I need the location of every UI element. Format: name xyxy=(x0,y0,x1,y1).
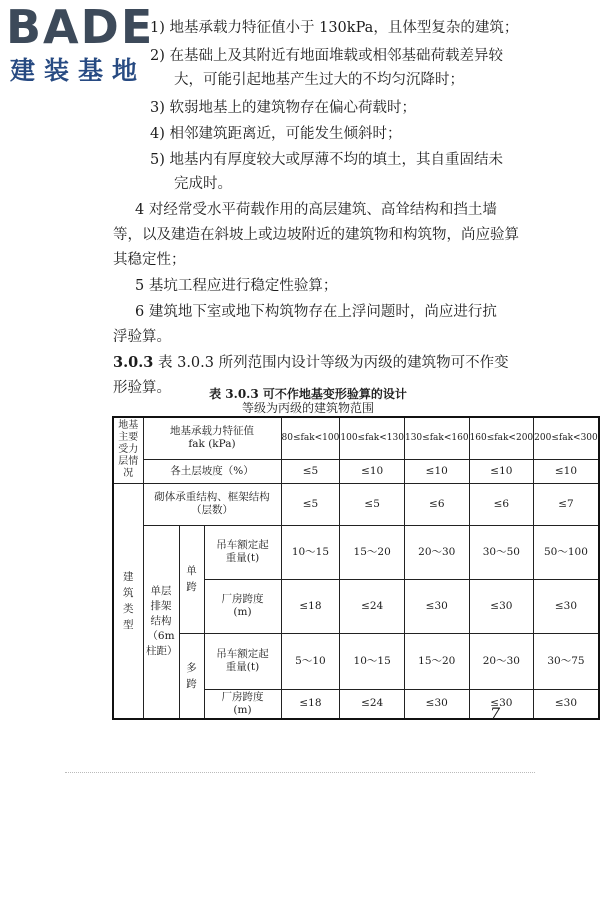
item-text: 相邻建筑距离近，可能发生倾斜时； xyxy=(169,126,402,142)
clause-number: 3.0.3 xyxy=(113,354,154,371)
table-caption: 表 3.0.3 可不作地基变形验算的设计 xyxy=(209,387,407,401)
paragraph-4-line: 等，以及建造在斜坡上或边坡附近的建筑物和构筑物，尚应验算 xyxy=(113,227,519,243)
logo-wordmark: BADE xyxy=(6,0,155,54)
single-span-value: ≤24 xyxy=(340,579,405,633)
bearing-unit: fak (kPa) xyxy=(188,438,236,451)
bearing-range: 80≤fak<100 xyxy=(281,417,340,459)
multi-crane-value: 15～20 xyxy=(404,633,469,689)
multi-crane-value: 5～10 xyxy=(281,633,340,689)
list-item-continued xyxy=(174,70,464,90)
masonry-value: ≤6 xyxy=(469,483,534,525)
bearing-range: 100≤fak<130 xyxy=(340,417,405,459)
single-crane-value: 15～20 xyxy=(340,525,405,579)
paragraph-6-line: 6 建筑地下室或地下构筑物存在上浮问题时，尚应进行抗 xyxy=(135,304,497,320)
masonry-value: ≤5 xyxy=(281,483,340,525)
paragraph-4-line: 其稳定性； xyxy=(113,252,186,268)
masonry-value: ≤6 xyxy=(404,483,469,525)
span-label: 厂房跨度(m) xyxy=(204,579,281,633)
item-text: 软弱地基上的建筑物存在偏心荷载时； xyxy=(169,100,416,116)
crane-label: 吊车额定起重量(t) xyxy=(204,633,281,689)
bearing-label: 地基承载力特征值 xyxy=(170,425,254,438)
item-number: 5) xyxy=(150,152,165,168)
single-span-value: ≤30 xyxy=(404,579,469,633)
slope-value: ≤10 xyxy=(340,459,405,483)
item-number: 3) xyxy=(150,100,165,116)
bearing-range: 200≤fak<300 xyxy=(534,417,599,459)
single-crane-value: 30～50 xyxy=(469,525,534,579)
item-text: 地基承载力特征值小于 130kPa，且体型复杂的建筑； xyxy=(169,20,519,36)
single-span-header: 单跨 xyxy=(179,525,204,633)
table-3-0-3 xyxy=(112,416,600,720)
list-item xyxy=(150,18,518,38)
single-crane-value: 50～100 xyxy=(534,525,599,579)
item-number: 1) xyxy=(150,20,165,36)
list-item xyxy=(150,124,402,144)
multi-span-value: ≤30 xyxy=(404,689,469,719)
bearing-range: 160≤fak<200 xyxy=(469,417,534,459)
item-text: 地基内有厚度较大或厚薄不均的填土，其自重固结未 xyxy=(169,152,503,168)
slope-value: ≤10 xyxy=(469,459,534,483)
span-label: 厂房跨度(m) xyxy=(204,689,281,719)
bent-structure-header: 单层排架结构（6m柱距） xyxy=(143,525,179,719)
scan-divider xyxy=(65,772,535,773)
single-span-value: ≤18 xyxy=(281,579,340,633)
bearing-range: 130≤fak<160 xyxy=(404,417,469,459)
list-item xyxy=(150,98,416,118)
list-item xyxy=(150,46,503,66)
crane-label: 吊车额定起重量(t) xyxy=(204,525,281,579)
multi-span-value: ≤30 xyxy=(534,689,599,719)
multi-span-header: 多跨 xyxy=(179,633,204,719)
multi-span-value: ≤18 xyxy=(281,689,340,719)
page-number: 7 xyxy=(490,704,501,723)
logo-subtitle: 建装基地 xyxy=(10,56,147,85)
multi-crane-value: 10～15 xyxy=(340,633,405,689)
masonry-label: 砌体承重结构、框架结构（层数） xyxy=(143,483,281,525)
item-number: 4) xyxy=(150,126,165,142)
masonry-value: ≤7 xyxy=(534,483,599,525)
clause-text: 表 3.0.3 所列范围内设计等级为丙级的建筑物可不作变 xyxy=(157,355,509,371)
multi-span-value: ≤24 xyxy=(340,689,405,719)
list-item xyxy=(150,150,503,170)
single-span-value: ≤30 xyxy=(469,579,534,633)
item-text: 在基础上及其附近有地面堆载或相邻基础荷载差异较 xyxy=(169,48,503,64)
paragraph-6-line: 浮验算。 xyxy=(113,329,171,345)
list-item-continued xyxy=(174,174,232,194)
clause-text-continued: 形验算。 xyxy=(113,380,171,396)
row-header-subsoil: 地基主要受力层情况 xyxy=(113,417,143,483)
item-text: 完成时。 xyxy=(174,176,232,192)
single-crane-value: 10～15 xyxy=(281,525,340,579)
slope-value: ≤5 xyxy=(281,459,340,483)
multi-span-value: ≤30 xyxy=(469,689,534,719)
single-span-value: ≤30 xyxy=(534,579,599,633)
paragraph-5: 5 基坑工程应进行稳定性验算； xyxy=(135,278,338,294)
masonry-value: ≤5 xyxy=(340,483,405,525)
slope-value: ≤10 xyxy=(404,459,469,483)
multi-crane-value: 20～30 xyxy=(469,633,534,689)
multi-crane-value: 30～75 xyxy=(534,633,599,689)
slope-label: 各土层坡度（%） xyxy=(143,459,281,483)
clause-3-0-3 xyxy=(113,353,509,373)
item-number: 2) xyxy=(150,48,165,64)
single-crane-value: 20～30 xyxy=(404,525,469,579)
slope-value: ≤10 xyxy=(534,459,599,483)
table-caption-2: 等级为丙级的建筑物范围 xyxy=(241,401,374,415)
bearing-label-cell xyxy=(143,417,281,459)
building-type-header: 建筑类型 xyxy=(113,483,143,719)
item-text: 大，可能引起地基产生过大的不均匀沉降时； xyxy=(174,72,464,88)
paragraph-4-line: 4 对经常受水平荷载作用的高层建筑、高耸结构和挡土墙 xyxy=(135,202,497,218)
